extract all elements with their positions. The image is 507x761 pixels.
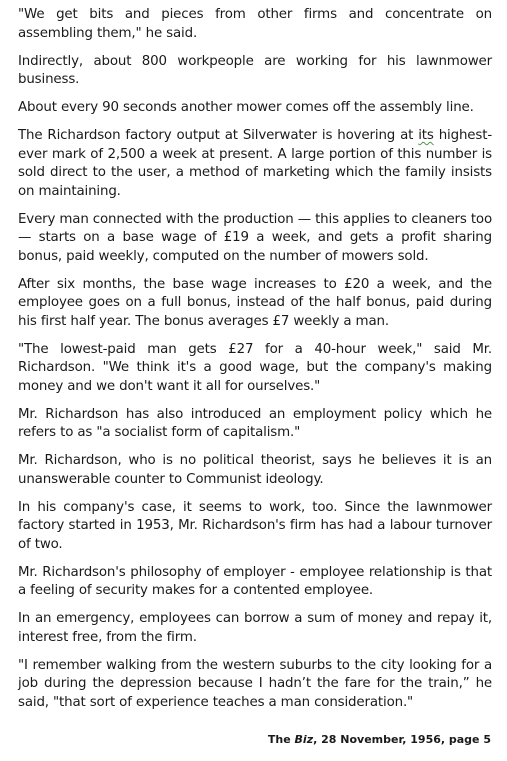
citation-prefix: The xyxy=(267,733,295,746)
paragraph-5: Every man connected with the production — this applies to cleaners too — starts on a base wage of £19 a week, and gets a profit sharing bonus, paid weekly, computed on the number of mowers sold. xyxy=(18,211,493,264)
paragraph-12: In an emergency, employees can borrow a sum of money and repay it, interest free, from the firm. xyxy=(18,611,492,645)
citation-publication: Biz xyxy=(294,733,314,746)
paragraph-9: Mr. Richardson, who is no political theorist, says he believes it is an unanswerable counter to Communist ideology. xyxy=(18,453,492,487)
paragraph-4 xyxy=(18,127,492,201)
paragraph-4-end: highest-ever mark of 2,500 a week at present. A large portion of this number is sold direct to the user, a method of marketing which the family insists on maintaining. xyxy=(18,128,492,199)
source-citation xyxy=(268,733,491,746)
paragraph-13: "I remember walking from the western suburbs to the city looking for a job during the depression because I hadn’t the fare for the train,” he said, "that sort of experience teaches a man consideration." xyxy=(18,657,492,710)
paragraph-6: After six months, the base wage increases to £20 a week, and the employee goes on a full bonus, instead of the half bonus, paid during his first half year. The bonus averages £7 weekly a man. xyxy=(18,276,492,329)
paragraph-2: Indirectly, about 800 workpeople are working for his lawnmower business. xyxy=(18,53,492,87)
article-body xyxy=(18,6,492,722)
paragraph-11: Mr. Richardson's philosophy of employer - employee relationship is that a feeling of security makes for a contented employee. xyxy=(18,564,492,598)
paragraph-1: "We get bits and pieces from other firms and concentrate on assembling them," he said. xyxy=(18,7,492,41)
paragraph-8: Mr. Richardson has also introduced an employment policy which he refers to as "a socialist form of capitalism." xyxy=(18,406,492,440)
citation-details: , 28 November, 1956, page 5 xyxy=(313,733,491,746)
paragraph-3: About every 90 seconds another mower comes off the assembly line. xyxy=(18,100,474,115)
paragraph-7: "The lowest-paid man gets £27 for a 40-hour week," said Mr. Richardson. "We think it's a good wage, but the company's making money and we don't want it all for ourselves." xyxy=(18,341,492,394)
paragraph-4-start: The Richardson factory output at Silverwater is hovering at xyxy=(18,128,419,143)
paragraph-10: In his company's case, it seems to work, too. Since the lawnmower factory started in 1953, Mr. Richardson's firm has had a labour turnover of two. xyxy=(18,499,492,552)
spellcheck-flagged-word: its xyxy=(418,128,434,143)
